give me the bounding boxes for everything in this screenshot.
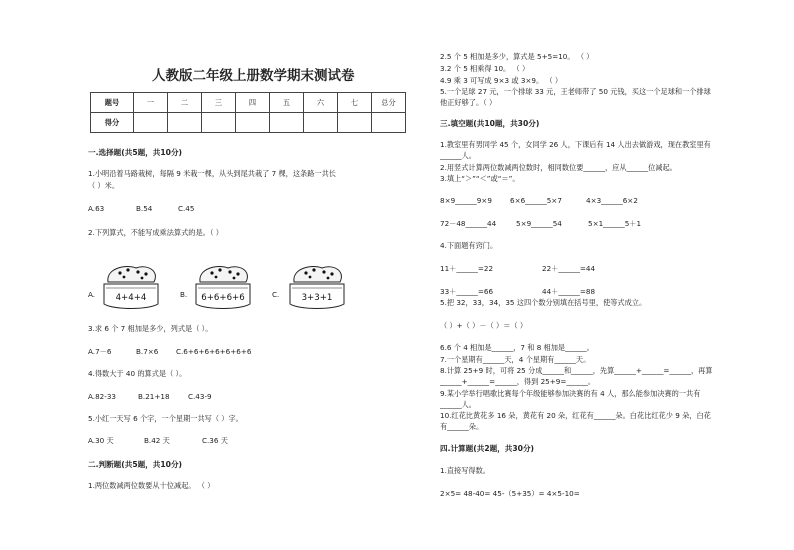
option: A.30 天: [88, 436, 114, 445]
question-text: 他正好够了。（ ）: [440, 98, 497, 107]
option: B.54: [136, 204, 153, 213]
fill-item: 22＋______=44: [542, 264, 596, 273]
comparison-item: 5×9______54: [516, 219, 562, 228]
cake-illustration: [282, 264, 352, 312]
score-cell: 四: [236, 93, 270, 113]
left-column: [88, 0, 404, 550]
question-text: 1.教室里有男同学 45 个，女同学 26 人，下课后有 14 人出去做游戏，现在教室里有: [440, 140, 711, 149]
question-text: 5.小红一天写 6 个字，一个星期一共写（ ）字。: [88, 414, 243, 423]
question-text: ______人。: [440, 151, 476, 160]
option: B.7×6: [136, 347, 159, 356]
score-cell: 题号: [91, 93, 134, 113]
cake-expression: 3+3+1: [301, 293, 333, 303]
comparison-item: 5×1______5＋1: [588, 219, 642, 228]
score-cell: 三: [202, 93, 236, 113]
question-text: 4.下面题有窍门。: [440, 241, 498, 250]
option: C.43-9: [188, 392, 212, 401]
comparison-item: 4×3______6×2: [586, 196, 638, 205]
cake-illustration: [96, 264, 166, 312]
equation: （ ）+（ ）－（ ）＝（ ）: [440, 321, 528, 330]
calculation-items: 2×5= 48-40= 45-（5+35）= 4×5-10=: [440, 489, 580, 498]
question-text: 2.5 个 5 相加是多少，算式是 5+5=10。 （ ）: [440, 52, 594, 61]
question-text: 5.把 32，33，34，35 这四个数分别填在括号里，使等式成立。: [440, 298, 647, 307]
option: B.42 天: [144, 436, 170, 445]
score-cell: 二: [168, 93, 202, 113]
option: A.82-33: [88, 392, 116, 401]
section-heading: 二.判断题(共5题，共10分): [88, 460, 183, 469]
question-text: 3.填上“＞”“＜”或“＝”。: [440, 174, 520, 183]
question-text: 4.得数大于 40 的算式是（ ）。: [88, 369, 187, 378]
question-text: 1.两位数减两位数要从十位减起。 （ ）: [88, 481, 215, 490]
section-heading: 一.选择题(共5题，共10分): [88, 148, 183, 157]
score-cell: 六: [304, 93, 338, 113]
question-text: （ ）米。: [88, 181, 120, 190]
cake-illustration: [188, 264, 258, 312]
question-text: 3.2 个 5 相乘得 10。 （ ）: [440, 64, 530, 73]
question-text: ______+______=______，得到 25+9=______。: [440, 377, 596, 386]
right-column: [440, 0, 786, 550]
question-text: 1.直接写得数。: [440, 466, 490, 475]
question-text: 1.小明沿着马路栽树，每隔 9 米栽一棵，从头到尾共栽了 7 棵，这条路一共长: [88, 169, 336, 178]
score-cell: 五: [270, 93, 304, 113]
option: A.7－6: [88, 347, 112, 356]
score-label: 得分: [91, 113, 134, 133]
section-heading: 四.计算题(共2题，共30分): [440, 444, 535, 453]
question-text: 5.一个足球 27 元，一个排球 33 元，王老师带了 50 元钱，买这一个足球和一个排球: [440, 87, 711, 96]
question-text: ______人。: [440, 400, 476, 409]
fill-item: 11＋______=22: [440, 264, 494, 273]
comparison-item: 8×9______9×9: [440, 196, 492, 205]
option: C.45: [178, 204, 195, 213]
option-letter: B.: [180, 290, 188, 299]
option: C.36 天: [202, 436, 228, 445]
option: A.63: [88, 204, 105, 213]
question-text: 7.一个星期有______天，4 个星期有______天。: [440, 355, 591, 364]
question-text: 3.求 6 个 7 相加是多少，列式是（ ）。: [88, 324, 213, 333]
question-text: 9.某小学举行唱歌比赛每个年级能够参加决赛的有 4 人，那么能参加决赛的一共有: [440, 389, 701, 398]
question-text: 2.用竖式计算两位数减两位数时，相同数位要______，应从______位减起。: [440, 163, 677, 172]
comparison-item: 72－48______44: [440, 219, 497, 228]
option-letter: C.: [272, 290, 280, 299]
comparison-item: 6×6______5×7: [510, 196, 562, 205]
question-text: 6.6 个 4 相加是______，7 和 8 相加是______。: [440, 343, 594, 352]
question-text: 有______朵。: [440, 422, 484, 431]
fill-item: 44＋______=88: [542, 287, 596, 296]
fill-item: 33＋______=66: [440, 287, 494, 296]
option-letter: A.: [88, 290, 96, 299]
section-heading: 三.填空题(共10题，共30分): [440, 119, 540, 128]
question-text: 8.计算 25+9 时，可将 25 分成______和______，先算______+______=______，再算: [440, 366, 713, 375]
score-cell: 七: [338, 93, 372, 113]
score-cell: 总分: [372, 93, 406, 113]
cake-expression: 6+6+6+6: [201, 293, 245, 303]
score-cell: 一: [134, 93, 168, 113]
cake-expression: 4+4+4: [115, 293, 147, 303]
question-text: 10.红花比黄花多 16 朵，黄花有 20 朵，红花有______朵。白花比红花少 9 朵，白花: [440, 411, 711, 420]
question-text: 4.9 乘 3 可写成 9×3 或 3×9。 （ ）: [440, 76, 563, 85]
option: C.6+6+6+6+6+6+6: [176, 347, 252, 356]
page-title: 人教版二年级上册数学期末测试卷: [152, 68, 355, 84]
option: B.21+18: [138, 392, 170, 401]
question-text: 2.下列算式，不能写成乘法算式的是。（ ）: [88, 228, 223, 237]
